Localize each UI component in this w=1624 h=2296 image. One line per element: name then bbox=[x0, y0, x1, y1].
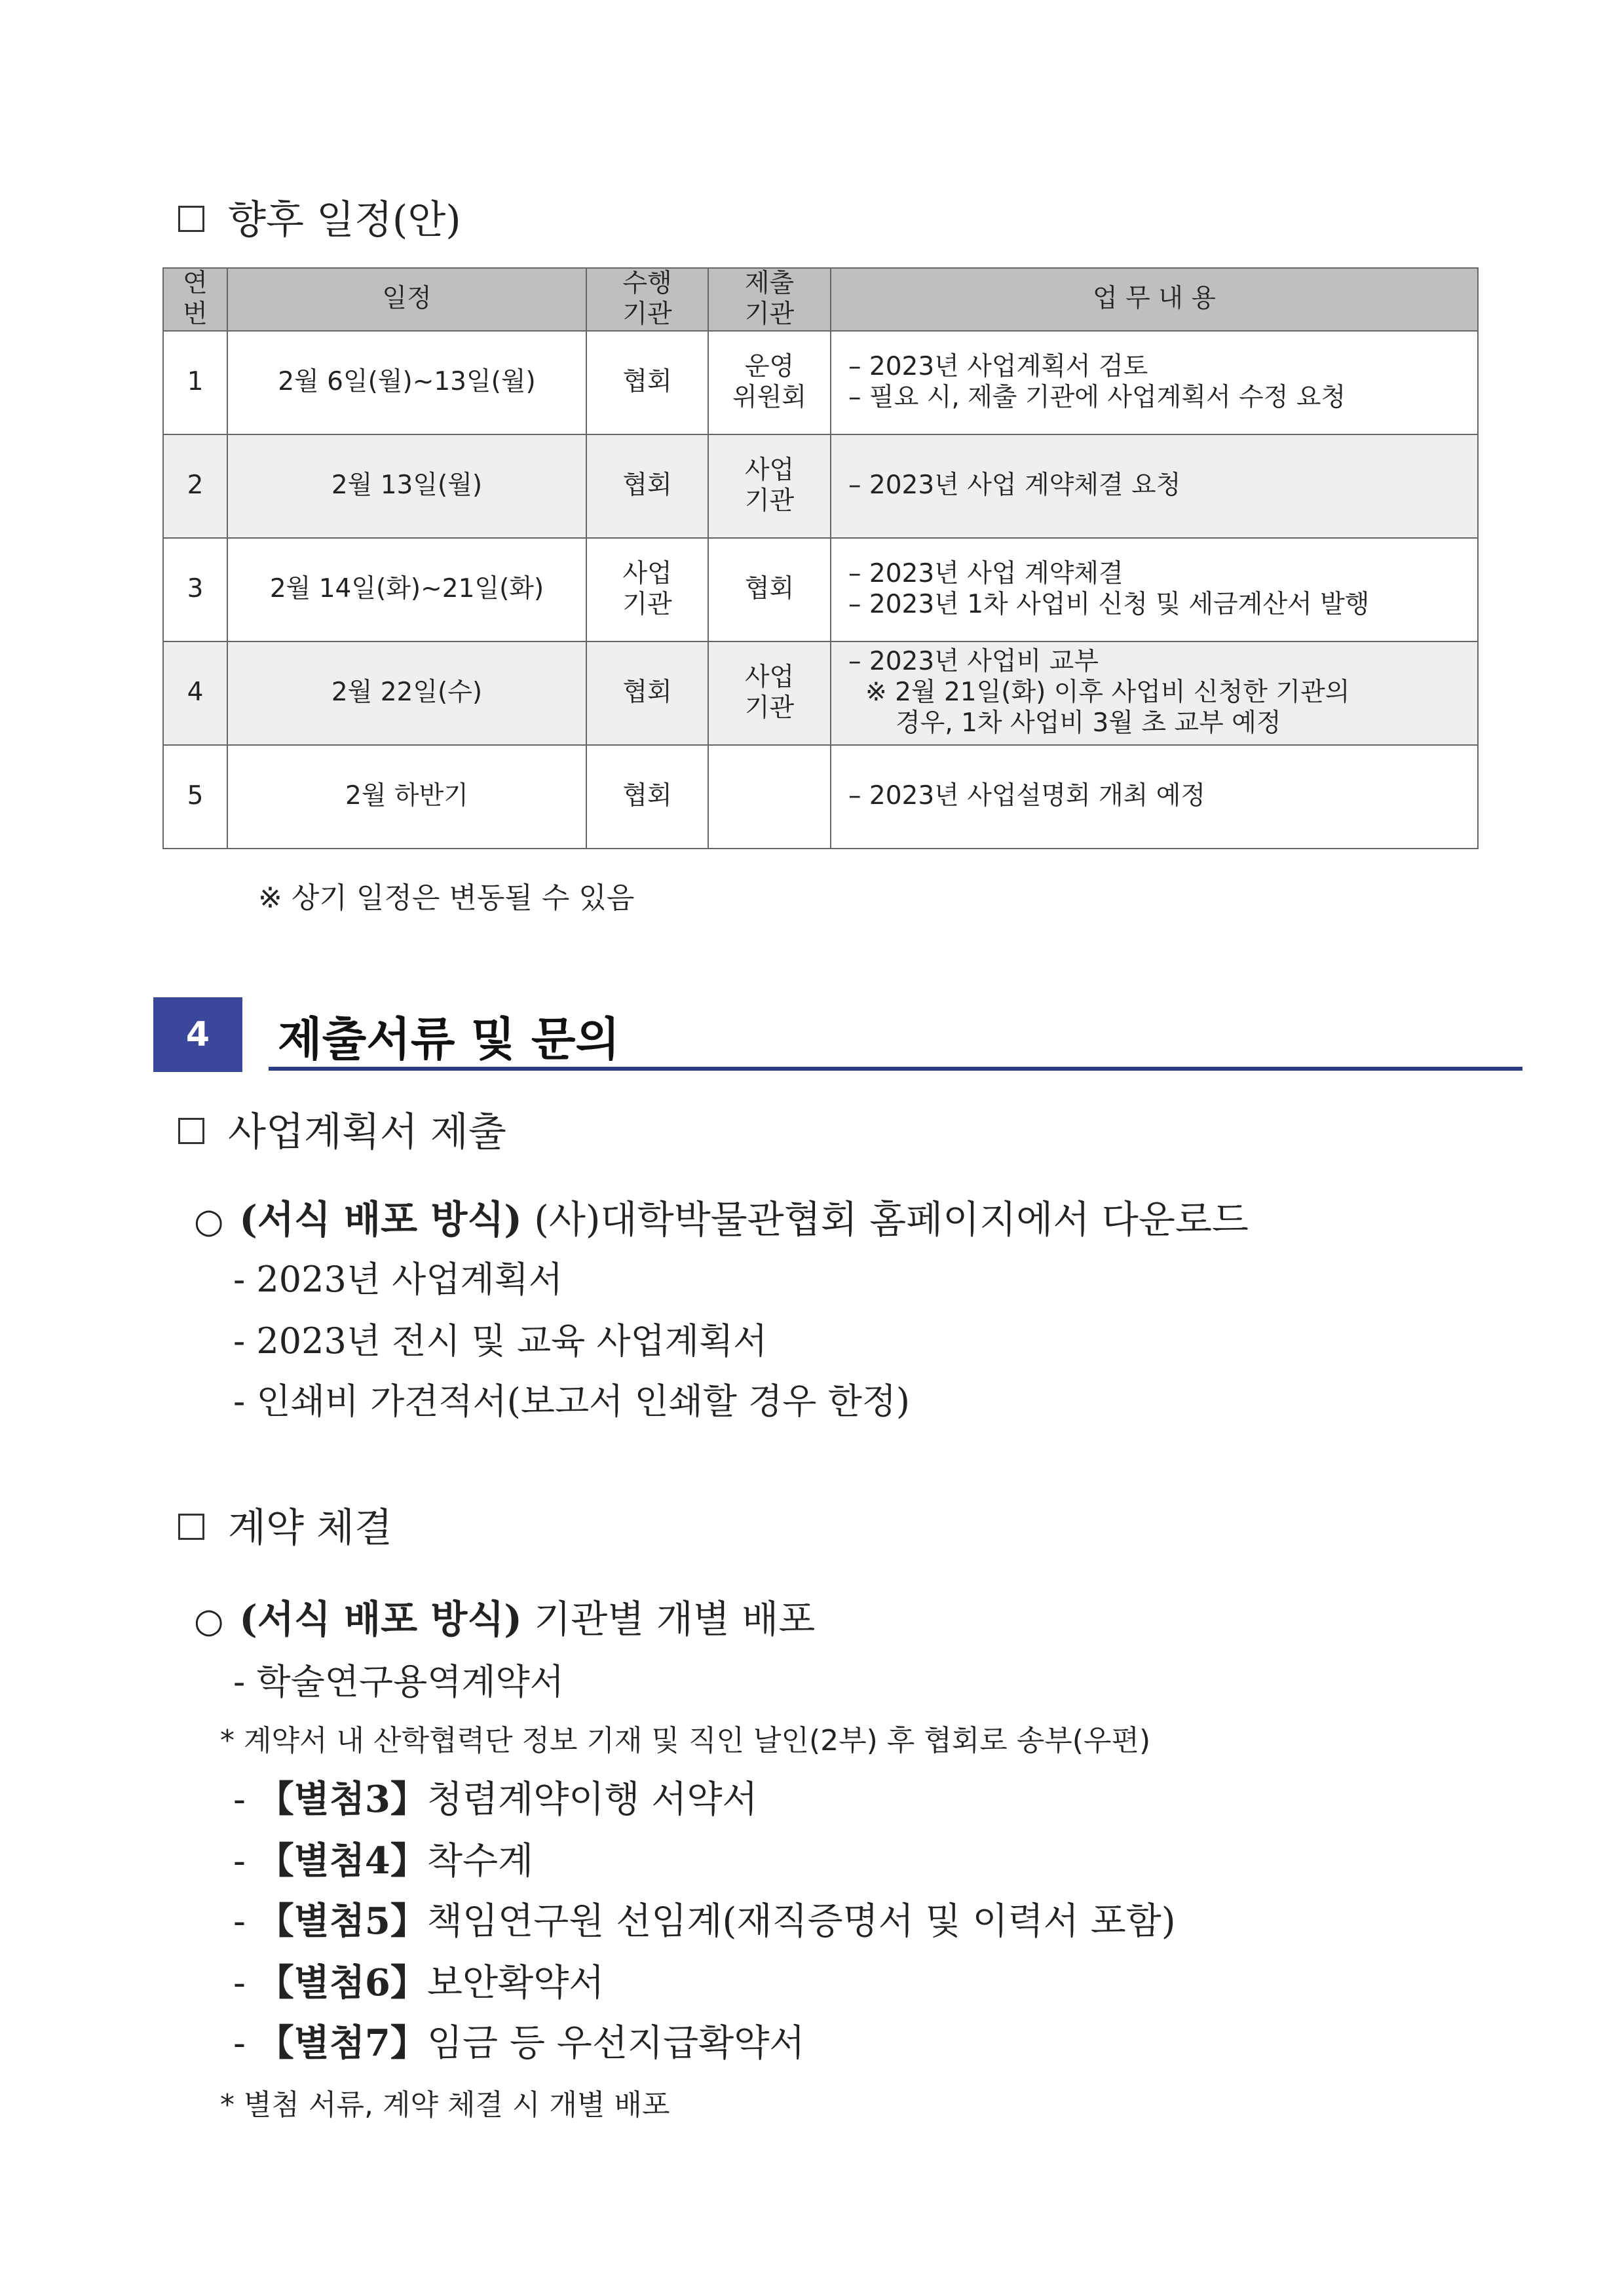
empty-square-icon bbox=[178, 1514, 204, 1540]
cell-submitter: 사업 기관 bbox=[708, 641, 831, 745]
attachment-item: - 【별첨7】임금 등 우선지급확약서 bbox=[233, 2021, 805, 2065]
cell-date: 2월 6일(월)~13일(월) bbox=[227, 331, 586, 434]
schedule-heading-text: 향후 일정(안) bbox=[228, 197, 461, 243]
contract-item: - 학술연구용역계약서 bbox=[233, 1661, 564, 1702]
hollow-circle-bullet-icon: ○ bbox=[194, 1202, 224, 1241]
plan-circle-text: (사)대학박물관협회 홈페이지에서 다운로드 bbox=[534, 1197, 1249, 1242]
attachment-text: 임금 등 우선지급확약서 bbox=[426, 2022, 805, 2065]
attachment-label: 【별첨3】 bbox=[257, 1778, 427, 1821]
table-row bbox=[163, 434, 1478, 538]
cell-tasks: – 2023년 사업비 교부 ※ 2월 21일(화) 이후 사업비 신청한 기관의 경우, 1차 사업비 3월 초 교부 예정 bbox=[831, 641, 1478, 745]
attachment-item: - 【별첨6】보안확약서 bbox=[233, 1961, 605, 2004]
schedule-note: ※ 상기 일정은 변동될 수 있음 bbox=[258, 881, 635, 915]
contract-heading bbox=[178, 1497, 392, 1553]
empty-square-icon bbox=[178, 206, 204, 232]
cell-submitter: 운영 위원회 bbox=[708, 331, 831, 434]
schedule-heading bbox=[178, 189, 461, 245]
cell-no: 1 bbox=[163, 331, 227, 434]
cell-tasks: – 2023년 사업계획서 검토 – 필요 시, 제출 기관에 사업계획서 수정 요청 bbox=[831, 331, 1478, 434]
section-title-underline bbox=[269, 1067, 1522, 1071]
col-header-submitter: 제출 기관 bbox=[708, 268, 831, 331]
hollow-circle-bullet-icon: ○ bbox=[194, 1601, 224, 1641]
cell-date: 2월 22일(수) bbox=[227, 641, 586, 745]
cell-tasks: – 2023년 사업설명회 개최 예정 bbox=[831, 745, 1478, 849]
attachment-text: 책임연구원 선임계(재직증명서 및 이력서 포함) bbox=[426, 1900, 1176, 1943]
cell-tasks: – 2023년 사업 계약체결 요청 bbox=[831, 434, 1478, 538]
plan-circle-bold: (서식 배포 방식) bbox=[239, 1197, 522, 1242]
col-header-tasks: 업 무 내 용 bbox=[831, 268, 1478, 331]
plan-item: - 2023년 전시 및 교육 사업계획서 bbox=[233, 1320, 768, 1362]
cell-submitter bbox=[708, 745, 831, 849]
plan-item: - 2023년 사업계획서 bbox=[233, 1259, 563, 1300]
contract-note: * 계약서 내 산학협력단 정보 기재 및 직인 날인(2부) 후 협회로 송부(우편) bbox=[220, 1724, 1151, 1757]
attachment-text: 착수계 bbox=[426, 1840, 534, 1883]
cell-date: 2월 13일(월) bbox=[227, 434, 586, 538]
cell-date: 2월 14일(화)~21일(화) bbox=[227, 538, 586, 641]
table-row bbox=[163, 745, 1478, 849]
attachment-text: 청렴계약이행 서약서 bbox=[426, 1778, 758, 1821]
table-row bbox=[163, 641, 1478, 745]
attachment-item: - 【별첨4】착수계 bbox=[233, 1839, 534, 1883]
attachment-label: 【별첨5】 bbox=[257, 1900, 427, 1943]
plan-circle-item bbox=[194, 1189, 1249, 1244]
contract-circle-item bbox=[194, 1588, 815, 1643]
cell-performer: 협회 bbox=[586, 434, 708, 538]
cell-performer: 협회 bbox=[586, 641, 708, 745]
table-header-row bbox=[163, 268, 1478, 331]
attachment-label: 【별첨7】 bbox=[257, 2021, 427, 2065]
cell-no: 3 bbox=[163, 538, 227, 641]
plan-heading-text: 사업계획서 제출 bbox=[228, 1109, 506, 1155]
cell-submitter: 사업 기관 bbox=[708, 434, 831, 538]
cell-tasks: – 2023년 사업 계약체결 – 2023년 1차 사업비 신청 및 세금계산서 발행 bbox=[831, 538, 1478, 641]
attachment-text: 보안확약서 bbox=[426, 1962, 605, 2004]
cell-no: 5 bbox=[163, 745, 227, 849]
contract-circle-text: 기관별 개별 배포 bbox=[534, 1597, 816, 1641]
schedule-table bbox=[162, 267, 1479, 849]
col-header-performer: 수행 기관 bbox=[586, 268, 708, 331]
table-row bbox=[163, 331, 1478, 434]
cell-performer: 협회 bbox=[586, 745, 708, 849]
attachment-label: 【별첨4】 bbox=[257, 1839, 427, 1883]
cell-no: 2 bbox=[163, 434, 227, 538]
cell-no: 4 bbox=[163, 641, 227, 745]
cell-performer: 협회 bbox=[586, 331, 708, 434]
attachment-item: - 【별첨3】청렴계약이행 서약서 bbox=[233, 1778, 758, 1821]
attachment-item: - 【별첨5】책임연구원 선임계(재직증명서 및 이력서 포함) bbox=[233, 1900, 1176, 1943]
section-number-badge: 4 bbox=[153, 997, 242, 1072]
contract-heading-text: 계약 체결 bbox=[228, 1505, 392, 1551]
contract-note: * 별첨 서류, 계약 체결 시 개별 배포 bbox=[220, 2088, 670, 2122]
section-title: 제출서류 및 문의 bbox=[278, 1012, 620, 1066]
plan-item: - 인쇄비 가견적서(보고서 인쇄할 경우 한정) bbox=[233, 1381, 910, 1422]
attachment-label: 【별첨6】 bbox=[257, 1961, 427, 2004]
cell-date: 2월 하반기 bbox=[227, 745, 586, 849]
col-header-date: 일정 bbox=[227, 268, 586, 331]
contract-circle-bold: (서식 배포 방식) bbox=[239, 1597, 522, 1641]
table-row bbox=[163, 538, 1478, 641]
plan-heading bbox=[178, 1101, 506, 1157]
cell-performer: 사업 기관 bbox=[586, 538, 708, 641]
empty-square-icon bbox=[178, 1118, 204, 1144]
cell-submitter: 협회 bbox=[708, 538, 831, 641]
col-header-no: 연 번 bbox=[163, 268, 227, 331]
